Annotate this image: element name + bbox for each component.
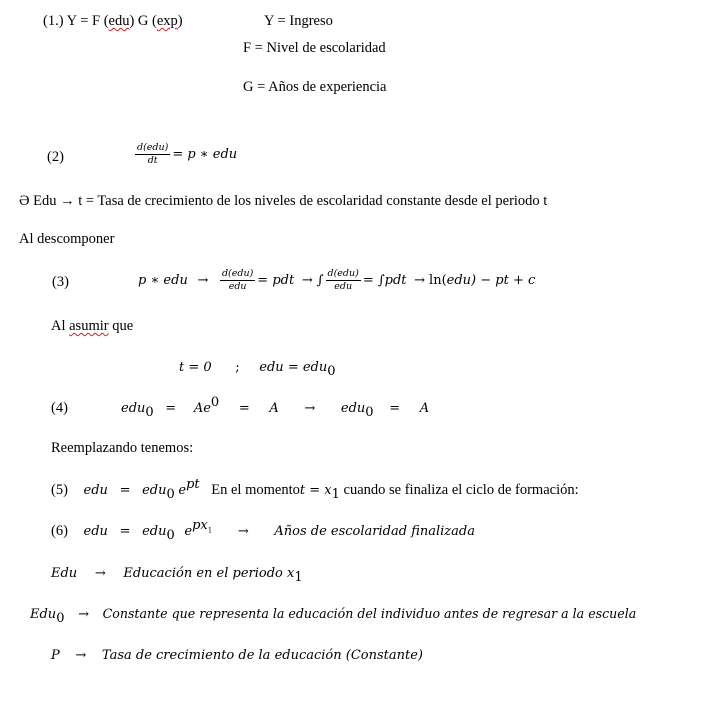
arrow-icon: →	[414, 273, 426, 288]
spellcheck-word: exp	[156, 13, 178, 29]
equation-2: $\frac{\text{d(edu)}}{dt}$ = p ∗ edu	[137, 142, 238, 167]
fraction: $\frac{\text{d(edu)}}{\text{edu}}$	[221, 268, 254, 293]
equation-4: edu$_0$ = Ae$^0$ = A → edu$_0$ = A	[121, 395, 430, 420]
g-definition: G = Años de experiencia	[243, 79, 387, 95]
equation-text: Y = F (	[66, 13, 109, 29]
equation-1	[43, 12, 183, 30]
arrow-icon: →	[304, 401, 316, 416]
equation-3: p ∗ edu → $\frac{\text{d(edu)}}{\text{edu}}$ = pdt → ∫ $\frac{\text{d(edu)}}{\text{edu}}$ = ∫pdt → ln(edu) − pt + c	[138, 265, 535, 296]
growth-rate-definition: Ə Edu → t = Tasa de crecimiento de los niveles de escolaridad constante desde el periodo t	[19, 193, 548, 209]
integral-symbol: ∫	[316, 273, 324, 288]
definition-p: P → Tasa de crecimiento de la educación (Constante)	[51, 648, 423, 663]
al-asumir: Al asumir que	[51, 318, 134, 334]
equation-4-number: (4)	[51, 400, 68, 416]
spellcheck-word: asumir	[69, 318, 109, 334]
al-descomponer: Al descomponer	[19, 231, 115, 247]
definition-edu0: Edu$_0$ → Constante que representa la educación del individuo antes de regresar a la escuela	[30, 606, 637, 626]
arrow-icon: →	[94, 566, 106, 581]
arrow-icon: →	[301, 273, 313, 288]
f-definition: F = Nivel de escolaridad	[243, 40, 386, 56]
arrow-icon: →	[75, 648, 87, 663]
equation-number: (1.)	[43, 13, 64, 29]
equation-number: (6)	[51, 523, 68, 539]
equation-text: )	[177, 13, 183, 29]
theta-symbol: Ə	[19, 193, 30, 209]
arrow-icon: →	[197, 273, 209, 288]
equation-3-number: (3)	[52, 274, 69, 290]
fraction: $\frac{\text{d(edu)}}{dt}$	[137, 142, 169, 167]
equation-text: ) G (	[129, 13, 157, 29]
arrow-icon: →	[60, 193, 75, 209]
definition-edu: Edu → Educación en el periodo $x_1$	[51, 566, 303, 585]
y-definition: Y = Ingreso	[264, 13, 333, 29]
fraction: $\frac{\text{d(edu)}}{\text{edu}}$	[327, 268, 359, 293]
equation-6: (6) edu = edu$_0$ $e^{px_1}$ → Años de escolaridad finalizada	[51, 518, 475, 543]
spellcheck-word: edu	[108, 13, 130, 29]
reemplazando: Reemplazando tenemos:	[51, 440, 194, 456]
initial-condition: t = 0 ; edu = edu$_0$	[179, 360, 336, 379]
equation-2-number: (2)	[47, 149, 64, 165]
arrow-icon: →	[78, 607, 89, 622]
equation-number: (5)	[51, 482, 68, 498]
arrow-icon: →	[237, 524, 249, 539]
equation-5: (5) edu = edu$_0$ $e^{pt}$ En el momentot = $x_1$ cuando se finaliza el ciclo de formación:	[51, 477, 579, 502]
